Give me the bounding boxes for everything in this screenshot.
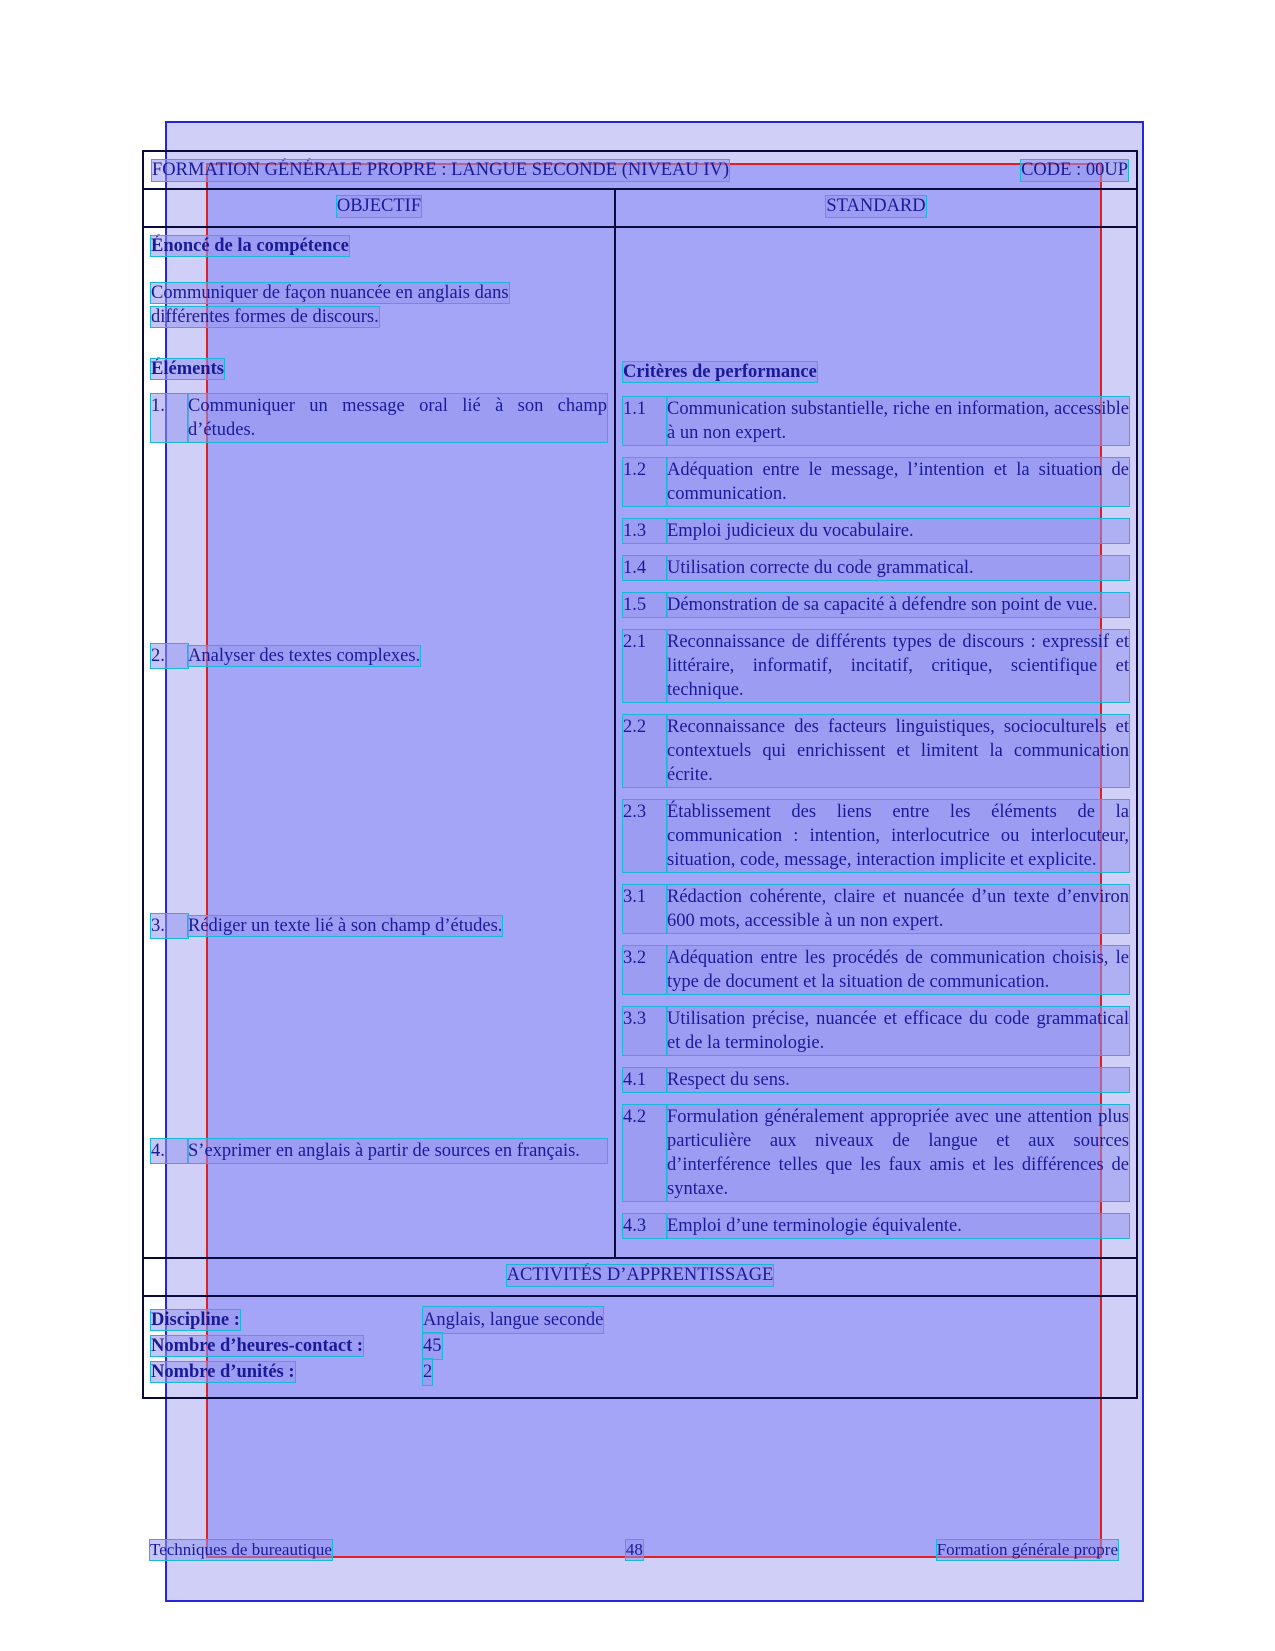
criterion-text: Communication substantielle, riche en information, accessible à un non expert. (667, 399, 1129, 443)
course-code: CODE : 00UP (1021, 160, 1128, 180)
competence-sheet (142, 150, 1138, 1399)
criterion-number: 3.1 (623, 885, 667, 933)
criterion-number: 2.1 (623, 630, 667, 702)
criterion-text: Reconnaissance des facteurs linguistiques, socioculturels et contextuels qui enrichissent et limitent la communication écrite. (667, 717, 1129, 785)
objectif-header-cell (143, 189, 615, 227)
criterion-number: 1.1 (623, 397, 667, 445)
discipline-line (151, 1307, 1129, 1333)
standard-header: STANDARD (826, 196, 926, 216)
page-title: FORMATION GÉNÉRALE PROPRE : LANGUE SECONDE (NIVEAU IV) (152, 160, 730, 180)
heures-label: Nombre d’heures-contact : (151, 1336, 364, 1356)
unites-line (151, 1359, 1129, 1385)
element-item: 3. Rédiger un texte lié à son champ d’études. (151, 916, 503, 936)
criterion-text: Reconnaissance de différents types de discours : expressif et littéraire, informatif, incitatif, critique, scientifique et technique. (667, 632, 1129, 700)
criterion-text: Utilisation correcte du code grammatical. (667, 556, 1129, 580)
criterion-item (623, 885, 1129, 933)
criterion-item (623, 946, 1129, 994)
criterion-text: Utilisation précise, nuancée et efficace du code grammatical et de la terminologie. (667, 1009, 1129, 1053)
criterion-item (623, 800, 1129, 872)
criterion-number: 1.4 (623, 556, 667, 580)
title-cell (143, 151, 1137, 189)
criterion-item (623, 1068, 1129, 1092)
criterion-text: Formulation généralement appropriée avec une attention plus particulière aux niveaux de langue et aux sources d’interférence telles que les faux amis et les différences de syntaxe. (667, 1107, 1129, 1199)
criteria-list (623, 397, 1129, 1238)
footer-left: Techniques de bureautique (150, 1540, 332, 1559)
criterion-item (623, 630, 1129, 702)
criterion-number: 4.2 (623, 1105, 667, 1201)
footer-right: Formation générale propre (936, 1540, 1118, 1559)
activites-info-cell (143, 1296, 1137, 1398)
criterion-number: 1.2 (623, 458, 667, 506)
criterion-item (623, 593, 1129, 617)
criterion-item (623, 1007, 1129, 1055)
element-item: 4. S’exprimer en anglais à partir de sources en français. (151, 1139, 607, 1163)
heures-value: 45 (423, 1333, 442, 1359)
page-footer (150, 1540, 1118, 1560)
criterion-text: Respect du sens. (667, 1068, 1129, 1092)
criterion-text: Adéquation entre le message, l’intention et la situation de communication. (667, 460, 1129, 504)
criterion-text: Établissement des liens entre les éléments de la communication : intention, interlocutrice ou interlocuteur, situation, code, message, interaction implicite et explicite. (667, 802, 1129, 870)
element-item: 1. Communiquer un message oral lié à son champ d’études. (151, 396, 607, 440)
competence-table (142, 150, 1138, 1399)
discipline-value: Anglais, langue seconde (423, 1307, 603, 1333)
criterion-text: Adéquation entre les procédés de communication choisis, le type de document et la situation de communication. (667, 948, 1129, 992)
activites-title: ACTIVITÉS D’APPRENTISSAGE (506, 1265, 774, 1285)
criterion-text: Rédaction cohérente, claire et nuancée d’un texte d’environ 600 mots, accessible à un non expert. (667, 887, 1129, 931)
standard-column (615, 227, 1137, 1258)
unites-label: Nombre d’unités : (151, 1362, 295, 1382)
element-item: 2. Analyser des textes complexes. (151, 646, 421, 666)
heures-line (151, 1333, 1129, 1359)
criterion-item (623, 1214, 1129, 1238)
criterion-text: Emploi judicieux du vocabulaire. (667, 519, 1129, 543)
criterion-number: 4.3 (623, 1214, 667, 1238)
page-number: 48 (625, 1540, 643, 1559)
discipline-label: Discipline : (151, 1310, 240, 1330)
criterion-number: 2.2 (623, 715, 667, 787)
criterion-item (623, 397, 1129, 445)
objectif-header: OBJECTIF (336, 196, 422, 216)
criterion-item (623, 556, 1129, 580)
elements-label: Éléments (151, 359, 224, 379)
unites-value: 2 (423, 1359, 432, 1385)
criterion-item (623, 715, 1129, 787)
criterion-item (623, 458, 1129, 506)
criteres-label: Critères de performance (623, 362, 817, 382)
criterion-number: 2.3 (623, 800, 667, 872)
criterion-item (623, 1105, 1129, 1201)
criterion-number: 1.5 (623, 593, 667, 617)
activites-title-cell (143, 1258, 1137, 1296)
competence-text: Communiquer de façon nuancée en anglais dans différentes formes de discours. (151, 283, 509, 327)
standard-header-cell (615, 189, 1137, 227)
criterion-number: 3.3 (623, 1007, 667, 1055)
objectif-column (143, 227, 615, 1258)
competence-label: Énoncé de la compétence (151, 236, 349, 256)
criterion-number: 4.1 (623, 1068, 667, 1092)
criterion-number: 1.3 (623, 519, 667, 543)
criterion-item (623, 519, 1129, 543)
criterion-text: Démonstration de sa capacité à défendre son point de vue. (667, 593, 1129, 617)
criterion-text: Emploi d’une terminologie équivalente. (667, 1214, 1129, 1238)
criterion-number: 3.2 (623, 946, 667, 994)
